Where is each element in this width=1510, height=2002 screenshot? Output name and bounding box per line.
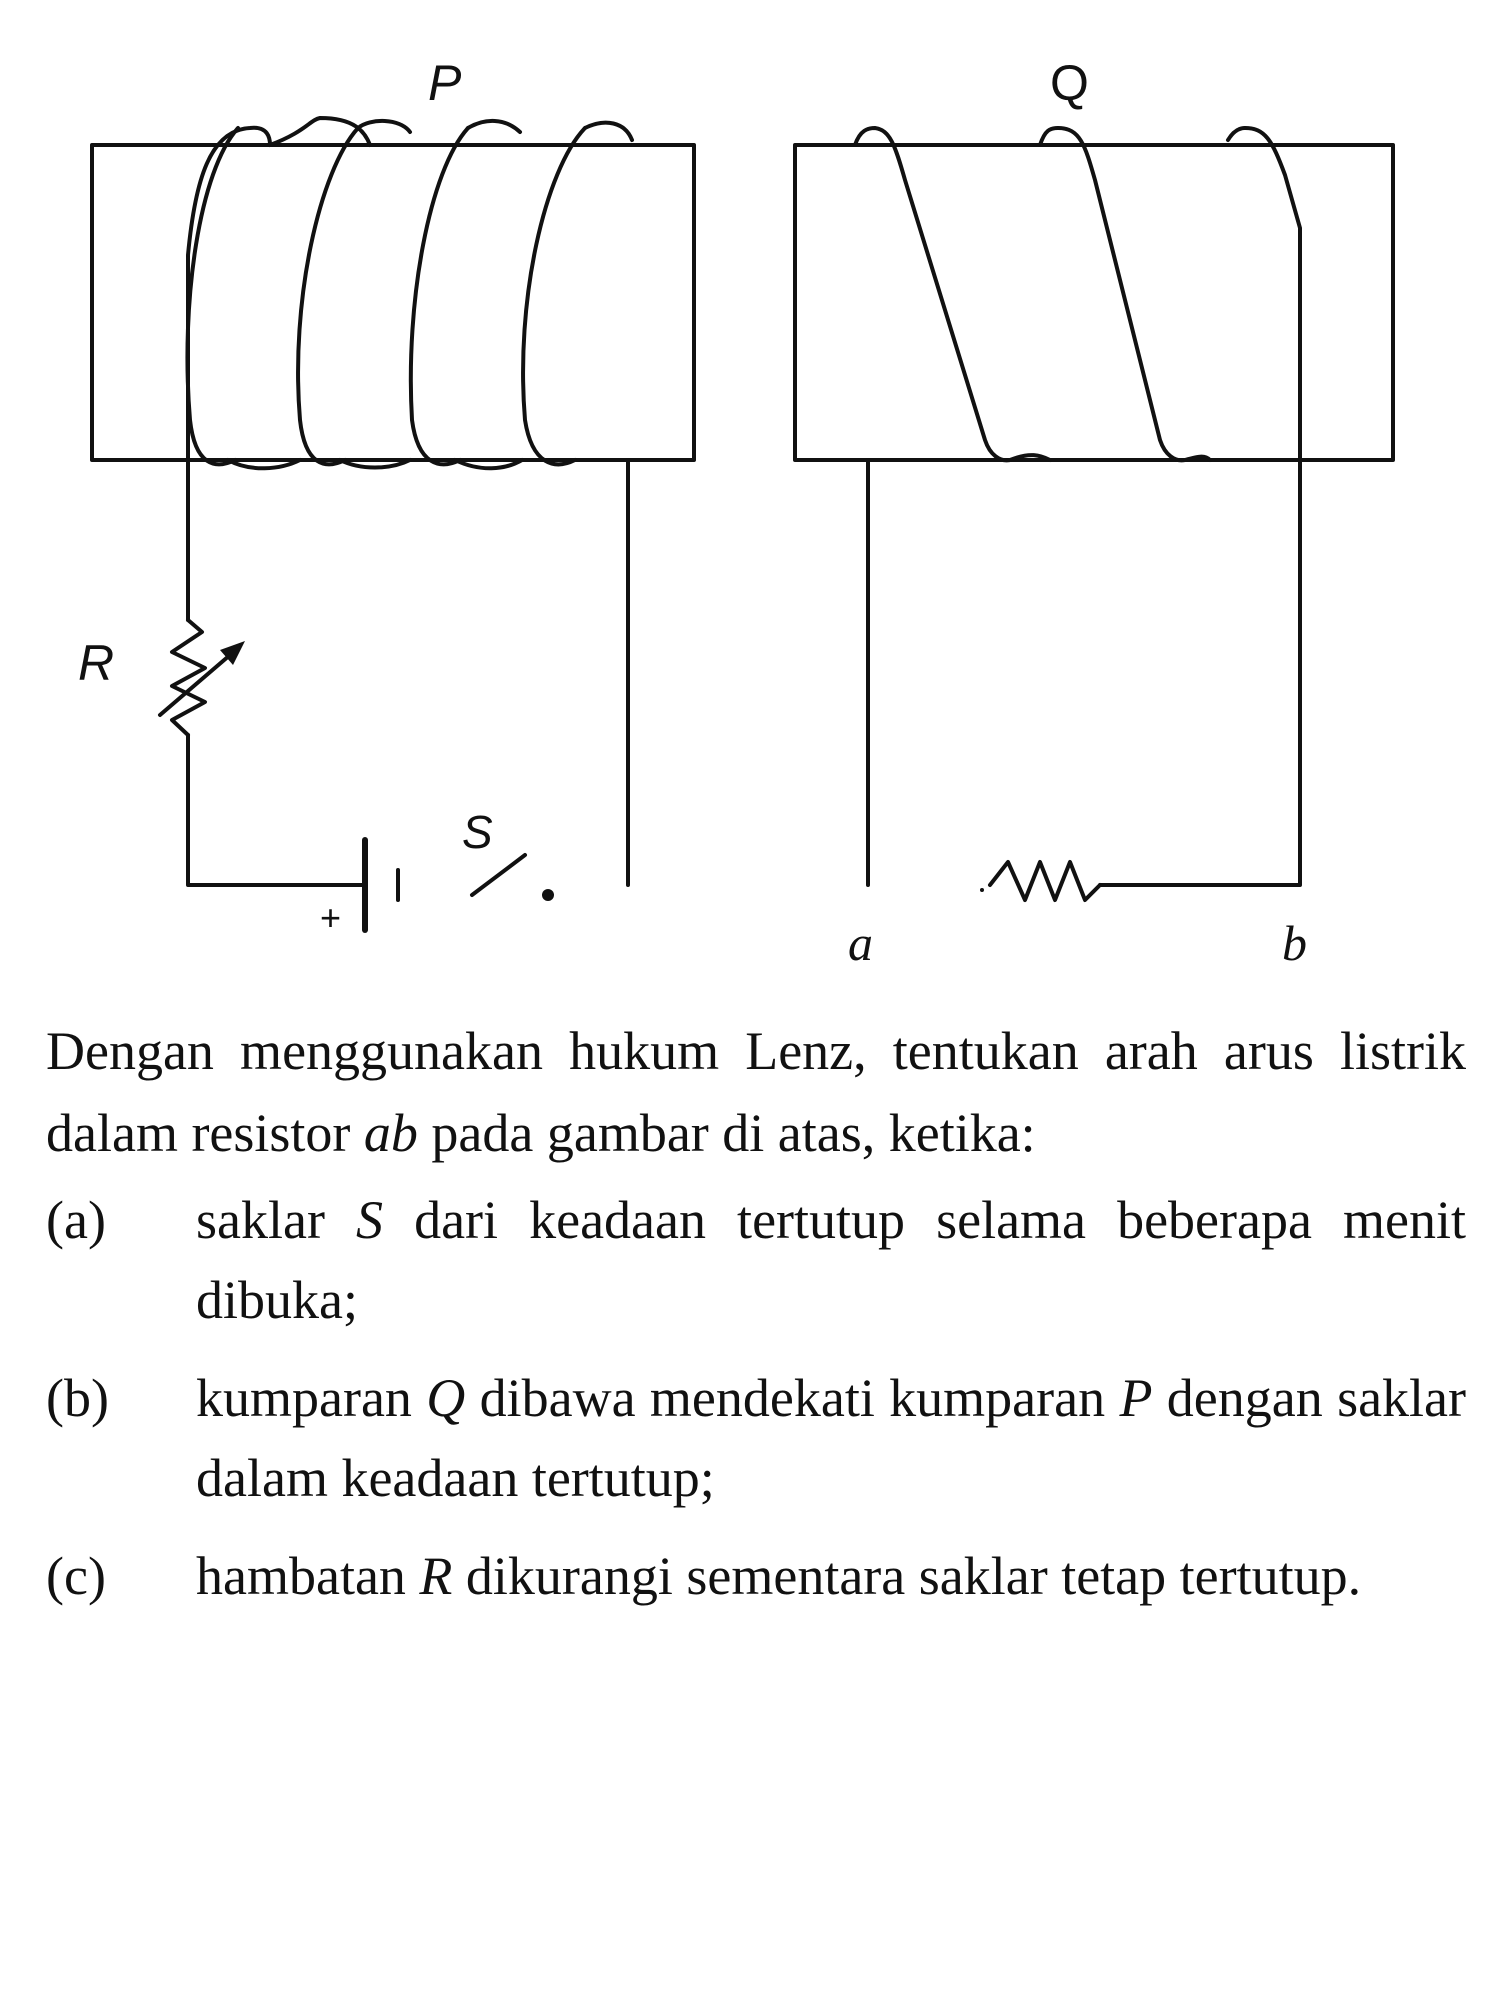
question-text — [46, 1010, 1466, 1634]
coil-p-label: P — [428, 55, 462, 111]
item-b-text-end: dengan saklar dalam keadaan tertutup; — [196, 1368, 1467, 1508]
item-b-variable-2: P — [1119, 1368, 1153, 1428]
circuit-diagram — [0, 0, 1510, 1000]
item-a-text-end: dari keadaan tertutup selama beberapa menit dibuka; — [196, 1190, 1466, 1330]
battery-sign: + — [320, 897, 342, 938]
coil-q-windings — [855, 128, 1300, 460]
switch-contact — [542, 889, 554, 901]
intro-variable: ab — [363, 1103, 418, 1163]
primary-circuit — [160, 460, 628, 930]
item-c-text: hambatan — [196, 1546, 420, 1606]
rheostat-label: R — [78, 635, 115, 691]
intro-text-end: pada gambar di atas, ketika: — [417, 1103, 1036, 1163]
intro-text: Dengan menggunakan hukum Lenz, tentukan arah arus listrik dalam resistor — [46, 1021, 1466, 1163]
switch-label: S — [462, 806, 493, 858]
item-c-mark: (c) — [46, 1546, 106, 1606]
item-a-variable: S — [356, 1190, 384, 1250]
item-b — [46, 1358, 1466, 1518]
item-c — [46, 1536, 1466, 1616]
secondary-circuit — [868, 460, 1300, 900]
coil-p-core — [92, 145, 694, 460]
item-a-text: saklar — [196, 1190, 357, 1250]
coil-p-windings — [187, 118, 632, 468]
item-a — [46, 1180, 1466, 1340]
switch-lever — [472, 855, 525, 895]
item-b-text: kumparan — [196, 1368, 427, 1428]
item-c-variable: R — [419, 1546, 453, 1606]
resistor-ab — [990, 862, 1100, 900]
item-b-text-mid: dibawa mendekati kumparan — [465, 1368, 1120, 1428]
question-intro — [46, 1010, 1466, 1174]
item-b-variable: Q — [426, 1368, 466, 1428]
resistor-left-dot — [980, 888, 984, 892]
terminal-a-label: a — [848, 915, 873, 971]
item-b-mark: (b) — [46, 1368, 109, 1428]
rheostat-zigzag — [172, 620, 205, 735]
terminal-b-label: b — [1282, 915, 1307, 971]
coil-q-label: Q — [1050, 55, 1089, 111]
item-c-text-end: dikurangi sementara saklar tetap tertutup. — [452, 1546, 1362, 1606]
coil-q-core — [795, 145, 1393, 460]
item-a-mark: (a) — [46, 1190, 106, 1250]
